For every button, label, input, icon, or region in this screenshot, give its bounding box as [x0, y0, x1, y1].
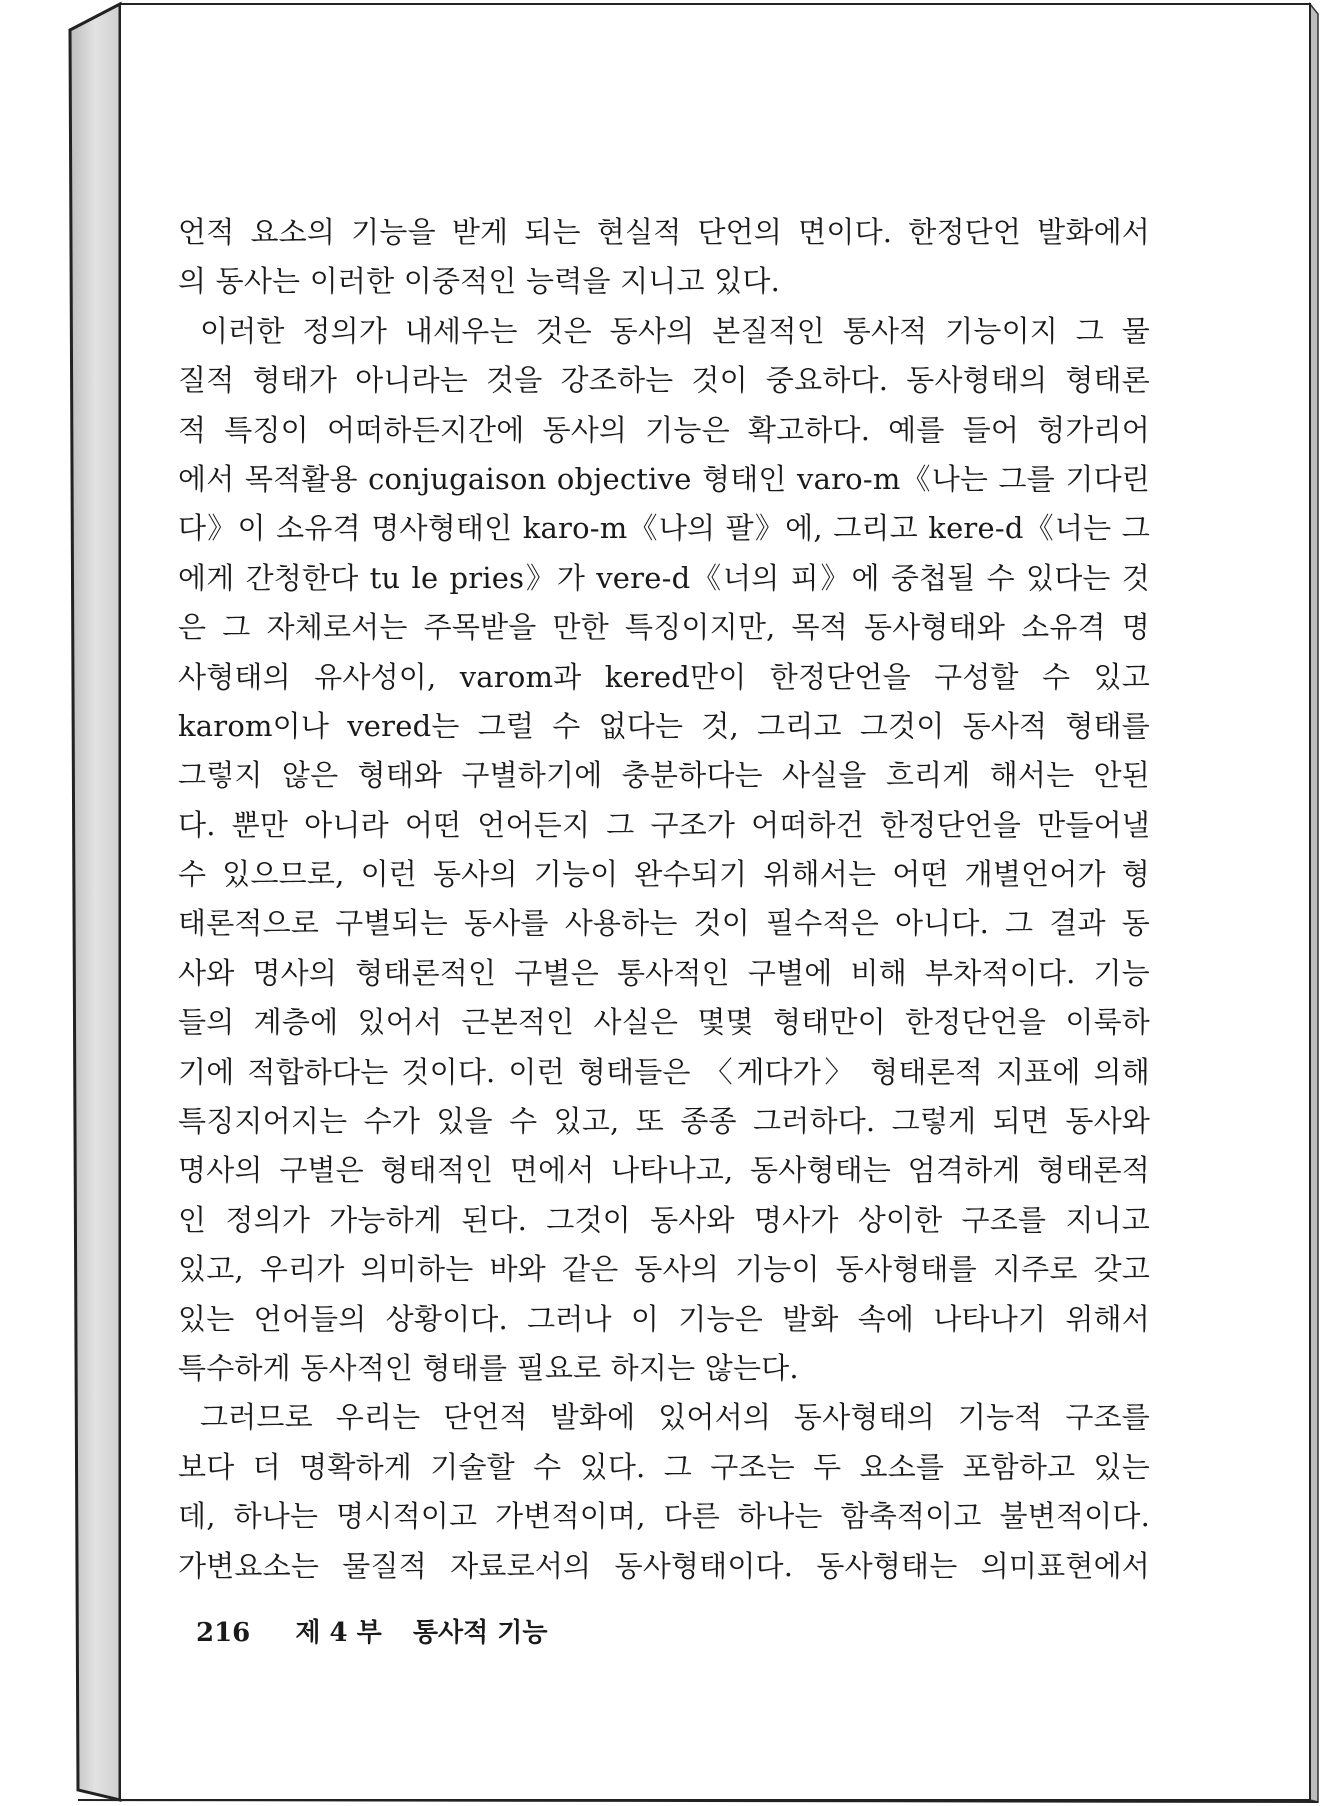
text-line: 사형태의 유사성이, varom과 kered만이 한정단언을 구성할 수 있고	[178, 659, 1150, 694]
text-line: 에게 간청한다 tu le pries》가 vere-d《너의 피》에 중첩될 수 있다는 것	[178, 560, 1150, 595]
text-line: 다. 뿐만 아니라 어떤 언어든지 그 구조가 어떠하건 한정단언을 만들어낼	[178, 807, 1150, 842]
page-footer	[196, 1612, 547, 1649]
text-line: 의 동사는 이러한 이중적인 능력을 지니고 있다.	[178, 264, 780, 299]
text-line: 그렇지 않은 형태와 구별하기에 충분하다는 사실을 흐리게 해서는 안된	[178, 758, 1150, 793]
text-line: 있고, 우리가 의미하는 바와 같은 동사의 기능이 동사형태를 지주로 갖고	[178, 1252, 1150, 1287]
text-line: 수 있으므로, 이런 동사의 기능이 완수되기 위해서는 어떤 개별언어가 형	[178, 857, 1150, 892]
text-line: karom이나 vered는 그럴 수 없다는 것, 그리고 그것이 동사적 형태를	[178, 708, 1150, 743]
book-left-edge	[70, 4, 120, 1800]
text-line: 사와 명사의 형태론적인 구별은 통사적인 구별에 비해 부차적이다. 기능	[178, 955, 1150, 990]
text-line: 특수하게 동사적인 형태를 필요로 하지는 않는다.	[178, 1350, 799, 1385]
text-line: 은 그 자체로서는 주목받을 만한 특징이지만, 목적 동사형태와 소유격 명	[178, 610, 1150, 645]
paragraph	[178, 1393, 1150, 1591]
page-number: 216	[196, 1618, 251, 1648]
text-line: 언적 요소의 기능을 받게 되는 현실적 단언의 면이다. 한정단언 발화에서	[178, 215, 1150, 249]
text-line: 그러므로 우리는 단언적 발화에 있어서의 동사형태의 기능적 구조를	[200, 1400, 1150, 1435]
text-line: 이러한 정의가 내세우는 것은 동사의 본질적인 통사적 기능이지 그 물	[200, 313, 1150, 348]
paragraph	[178, 208, 1150, 307]
page-body	[178, 208, 1150, 1591]
text-line: 들의 계층에 있어서 근본적인 사실은 몇몇 형태만이 한정단언을 이룩하	[178, 1005, 1150, 1040]
text-line: 있는 언어들의 상황이다. 그러나 이 기능은 발화 속에 나타나기 위해서	[178, 1301, 1150, 1336]
text-line: 가변요소는 물질적 자료로서의 동사형태이다. 동사형태는 의미표현에서	[178, 1548, 1150, 1583]
text-line: 특징지어지는 수가 있을 수 있고, 또 종종 그러하다. 그렇게 되면 동사와	[178, 1104, 1150, 1139]
text-line: 에서 목적활용 conjugaison objective 형태인 varo-m《나는 그를 기다린	[178, 461, 1150, 496]
text-line: 인 정의가 가능하게 된다. 그것이 동사와 명사가 상이한 구조를 지니고	[178, 1202, 1150, 1237]
text-line: 적 특징이 어떠하든지간에 동사의 기능은 확고하다. 예를 들어 헝가리어	[178, 412, 1150, 447]
text-line: 다》이 소유격 명사형태인 karo-m《나의 팔》에, 그리고 kere-d《너는 그	[178, 511, 1150, 546]
text-line: 태론적으로 구별되는 동사를 사용하는 것이 필수적은 아니다. 그 결과 동	[178, 906, 1150, 941]
book-right-edge	[1310, 4, 1318, 1802]
part-label: 제 4 부	[295, 1618, 382, 1648]
text-line: 기에 적합하다는 것이다. 이런 형태들은 〈게다가〉 형태론적 지표에 의해	[178, 1054, 1150, 1089]
text-line: 데, 하나는 명시적이고 가변적이며, 다른 하나는 함축적이고 불변적이다.	[178, 1499, 1150, 1534]
chapter-title: 통사적 기능	[412, 1618, 548, 1648]
text-line: 명사의 구별은 형태적인 면에서 나타나고, 동사형태는 엄격하게 형태론적	[178, 1153, 1150, 1188]
paragraph	[178, 307, 1150, 1394]
text-line: 보다 더 명확하게 기술할 수 있다. 그 구조는 두 요소를 포함하고 있는	[178, 1449, 1150, 1484]
text-line: 질적 형태가 아니라는 것을 강조하는 것이 중요하다. 동사형태의 형태론	[178, 363, 1150, 398]
